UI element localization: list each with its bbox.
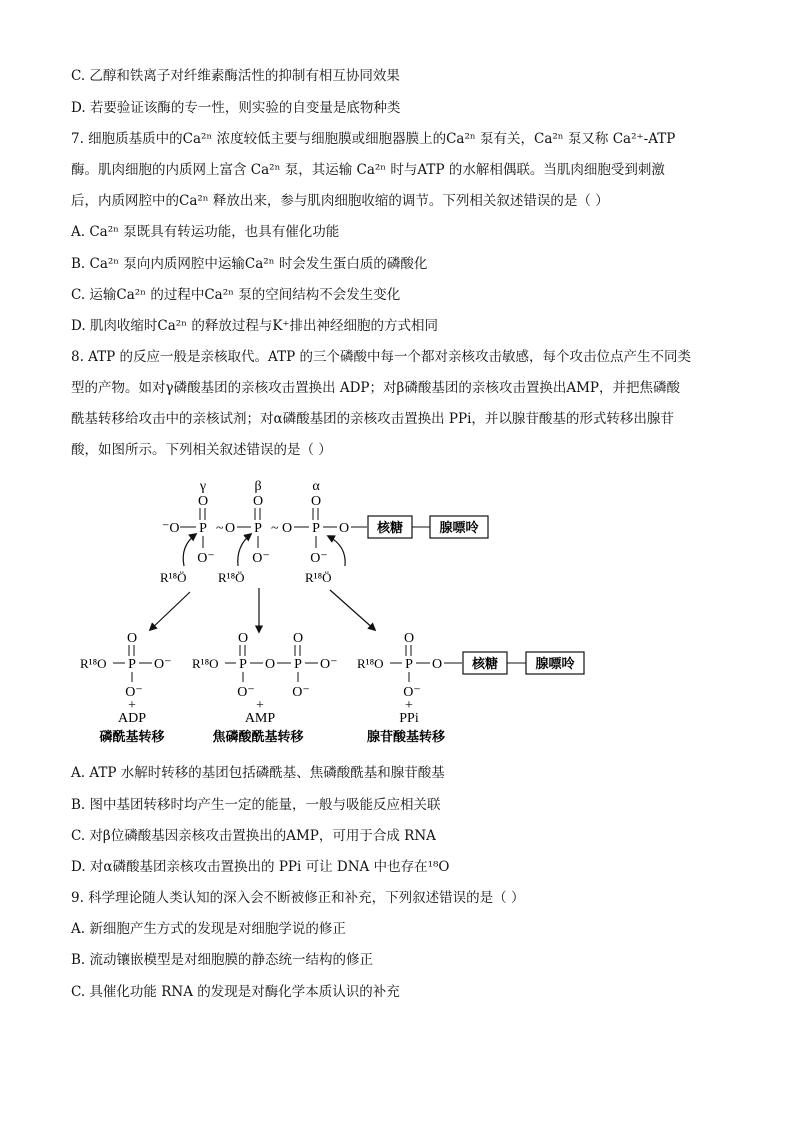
adp-r18o: R¹⁸O [80,656,107,671]
tilde-2: ~ [271,521,279,536]
product-ppi [357,631,584,745]
amp-label: AMP [244,711,276,726]
amp-r18o: R¹⁸O [192,656,219,671]
ppi-label: PPi [399,711,419,726]
adp-p: P [128,657,136,672]
amp-caption: 焦磷酸酰基转移 [212,730,304,745]
question-7-stem-3: 后，内质网腔中的Ca²ⁿ 释放出来，参与肌肉细胞收缩的调节。下列相关叙述错误的是（ ） [71,193,609,209]
gamma-phosphorus: P [199,521,207,536]
reaction-arrow-adp [150,592,190,630]
question-7-stem-1: 7. 细胞质基质中的Ca²ⁿ 浓度较低主要与细胞膜或细胞器膜上的Ca²ⁿ 泵有关，Ca²ⁿ 泵又称 Ca²⁺-ATP [71,131,676,147]
reaction-arrow-ppi [330,590,375,630]
amp-bottom-o-1: O⁻ [237,685,255,700]
amp-right-o: O⁻ [320,657,338,672]
gamma-label: γ [199,479,207,494]
amp-top-o-2: O [292,631,304,646]
beta-bottom-o: O⁻ [252,551,270,566]
adenine-label-top: 腺嘌呤 [439,521,479,536]
product-adp [80,631,172,745]
ppi-r18o: R¹⁸O [357,656,384,671]
question-8-stem-1: 8. ATP 的反应一般是亲核取代。ATP 的三个磷酸中每一个都对亲核攻击敏感，每个攻击位点产生不同类 [71,349,691,365]
adp-caption: 磷酰基转移 [99,730,165,745]
option-a-q7: A. Ca²ⁿ 泵既具有转运功能，也具有催化功能 [71,224,340,240]
adp-label: ADP [117,711,147,726]
option-c-q7: C. 运输Ca²ⁿ 的过程中Ca²ⁿ 泵的空间结构不会发生变化 [71,287,401,303]
adp-plus: + [128,698,136,713]
ribose-label-top: 核糖 [376,521,404,536]
question-8-stem-4: 酸，如图所示。下列相关叙述错误的是（ ） [71,442,332,458]
nucleophile-1: R¹⁸Ö [160,570,187,585]
attack-arrow-beta [238,534,251,566]
product-amp [192,631,338,745]
question-7-stem-2: 酶。肌肉细胞的内质网上富含 Ca²ⁿ 泵，其运输 Ca²ⁿ 时与ATP 的水解相偶联。当肌肉细胞受到刺激 [71,162,665,178]
question-9-stem: 9. 科学理论随人类认知的深入会不断被修正和补充，下列叙述错误的是（ ） [71,890,525,906]
ribose-label-bottom: 核糖 [471,657,499,672]
option-d-q8: D. 对α磷酸基团亲核攻击置换出的 PPi 可让 DNA 中也存在¹⁸O [71,859,450,875]
beta-phosphorus: P [254,521,262,536]
alpha-bottom-o: O⁻ [310,551,328,566]
ppi-top-o: O [403,631,415,646]
question-8-stem-3: 酰基转移给攻击中的亲核试剂；对α磷酸基团的亲核攻击置换出 PPi，并以腺苷酸基的形式转移出腺苷 [71,411,674,427]
option-a-q9: A. 新细胞产生方式的发现是对细胞学说的修正 [71,921,346,937]
option-b-q8: B. 图中基团转移时均产生一定的能量，一般与吸能反应相关联 [71,797,441,813]
option-c-q9: C. 具催化功能 RNA 的发现是对酶化学本质认识的补充 [71,984,400,1000]
amp-bottom-o-2: O⁻ [292,685,310,700]
ppi-bridge-o: O [431,657,443,672]
option-b-q7: B. Ca²ⁿ 泵向内质网腔中运输Ca²ⁿ 时会发生蛋白质的磷酸化 [71,256,428,272]
adp-bottom-o: O⁻ [125,685,143,700]
atp-reaction-diagram [0,470,794,760]
ppi-bottom-o: O⁻ [403,685,421,700]
amp-top-o-1: O [237,631,249,646]
adp-right-o: O⁻ [154,657,172,672]
nucleophile-3: R¹⁸Ö [305,570,332,585]
bridge-o-2: O [281,521,293,536]
attack-arrow-gamma [183,534,196,566]
gamma-bottom-o: O⁻ [197,551,215,566]
tilde-1: ~ [216,521,224,536]
option-b-q9: B. 流动镶嵌模型是对细胞膜的静态统一结构的修正 [71,952,374,968]
option-d-q6: D. 若要验证该酶的专一性，则实验的自变量是底物种类 [71,100,401,116]
option-d-q7: D. 肌肉收缩时Ca²ⁿ 的释放过程与K⁺排出神经细胞的方式相同 [71,318,439,334]
question-8-stem-2: 型的产物。如对γ磷酸基团的亲核攻击置换出 ADP；对β磷酸基团的亲核攻击置换出AMP，并把焦磷酸 [71,380,680,396]
bridge-o-1: O [224,521,236,536]
bridge-o-3: O [338,521,350,536]
atp-structure [162,479,488,566]
alpha-label: α [312,479,320,494]
adenine-label-bottom: 腺嘌呤 [535,657,575,672]
ppi-plus: + [405,698,413,713]
beta-label: β [254,479,262,494]
alpha-phosphorus: P [312,521,320,536]
option-a-q8: A. ATP 水解时转移的基团包括磷酰基、焦磷酸酰基和腺苷酸基 [71,765,445,781]
option-c-q6: C. 乙醇和铁离子对纤维素酶活性的抑制有相互协同效果 [71,68,400,84]
terminal-o-minus: ⁻O [162,521,180,536]
amp-p-2: P [294,657,302,672]
gamma-top-o: O [197,494,209,509]
amp-plus: + [256,698,264,713]
alpha-top-o: O [310,494,322,509]
amp-p-1: P [239,657,247,672]
option-c-q8: C. 对β位磷酸基因亲核攻击置换出的AMP，可用于合成 RNA [71,828,436,844]
adp-top-o: O [126,631,138,646]
beta-top-o: O [252,494,264,509]
nucleophiles [160,570,332,585]
attack-arrow-alpha [328,536,345,566]
amp-bridge-o: O [264,657,276,672]
nucleophile-2: R¹⁸Ö [218,570,245,585]
ppi-caption: 腺苷酸基转移 [366,730,446,745]
ppi-p: P [405,657,413,672]
